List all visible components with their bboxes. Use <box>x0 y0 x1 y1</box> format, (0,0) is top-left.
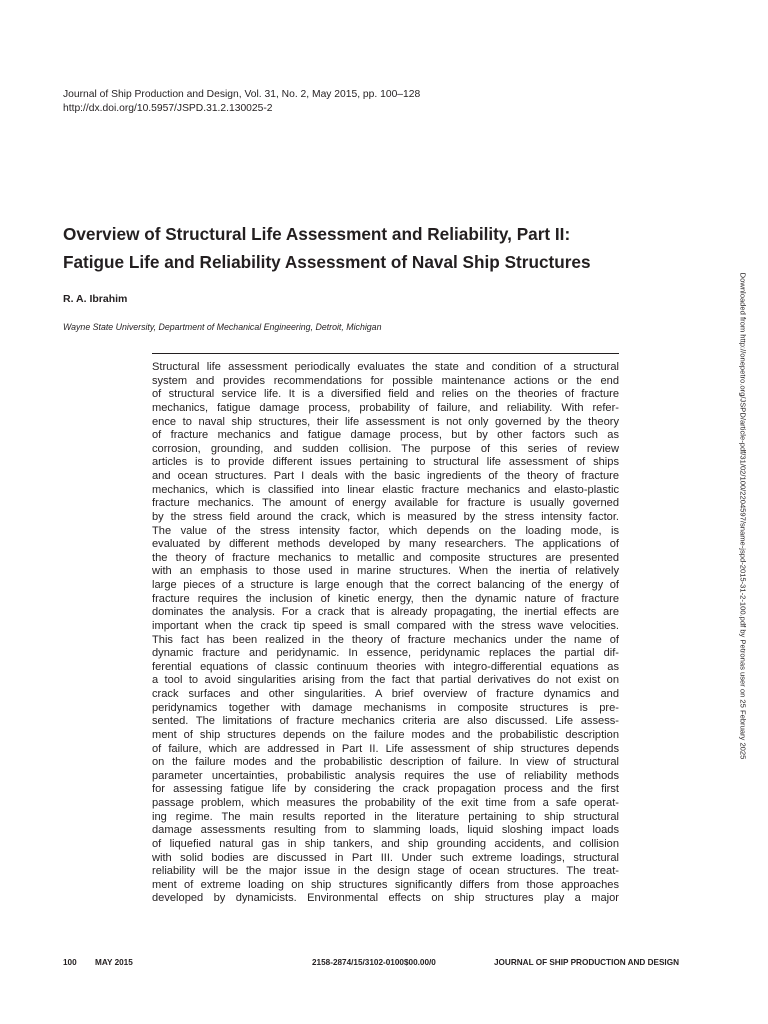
footer-journal-name: JOURNAL OF SHIP PRODUCTION AND DESIGN <box>494 958 679 967</box>
footer-date: MAY 2015 <box>95 958 133 967</box>
abstract-line: the theory of fracture mechanics to metallic and composite structures are presented <box>152 551 619 564</box>
abstract-line: important when the crack tip speed is small compared with the stress wave velocities. <box>152 619 619 632</box>
abstract-line: and ocean structures. Part I deals with the basic ingredients of the theory of fracture <box>152 470 619 482</box>
abstract-line: The value of the stress intensity factor, which depends on the loading mode, is <box>152 524 619 537</box>
abstract-line: of fracture mechanics and fatigue damage process, but by other factors such as <box>152 429 619 442</box>
abstract-line: ment of ship structures depends on the failure modes and the probabilistic description <box>152 728 619 741</box>
abstract-line: a tool to avoid singularities arising from the fact that partial derivatives do not exist on <box>152 674 619 687</box>
abstract-line: corrosion, grounding, and sudden collision. The purpose of this series of review <box>152 442 619 455</box>
abstract-line: dominates the analysis. For a crack that is already propagating, the inertial effects are <box>152 606 619 619</box>
abstract-divider <box>152 353 619 354</box>
abstract-line: sented. The limitations of fracture mechanics criteria are also discussed. Life assess- <box>152 715 619 728</box>
abstract-line: dynamic fracture and peridynamic. In essence, peridynamic replaces the partial dif- <box>152 647 619 660</box>
abstract-line: of structural service life. It is a diversified field and relies on the theories of fracture <box>152 388 619 401</box>
abstract-line: large pieces of a structure is large enough that the correct balancing of the energy of <box>152 579 619 591</box>
abstract-line: ment of extreme loading on ship structures significantly differs from those approaches <box>152 878 619 891</box>
abstract-line: This fact has been realized in the theory of fracture mechanics under the name of <box>152 633 619 646</box>
abstract-line: passage problem, which measures the probability of the exit time from a safe operat- <box>152 797 619 809</box>
abstract-line: articles is to provide different issues pertaining to structural life assessment of ships <box>152 456 619 469</box>
article-title-line-1: Overview of Structural Life Assessment and Reliability, Part II: <box>63 224 571 244</box>
abstract-line: peridynamics together with damage mechanisms in composite structures is pre- <box>152 701 619 714</box>
footer-page-number: 100 <box>63 958 77 967</box>
abstract-line: with solid bodies are discussed in Part III. Under such extreme loadings, structural <box>152 851 619 864</box>
abstract-line: by the stress field around the crack, which is measured by the stress intensity factor. <box>152 510 619 523</box>
abstract-line: evaluated by different methods developed by many researchers. The applications of <box>152 538 619 551</box>
abstract <box>152 361 619 906</box>
journal-header <box>63 88 420 115</box>
author-name: R. A. Ibrahim <box>63 293 128 305</box>
abstract-line: mechanics, which is classified into linear elastic fracture mechanics and elasto-plastic <box>152 483 619 496</box>
download-notice-text: Downloaded from http://onepetro.org/JSPD/article-pdf/31/02/100/2204597/sname-jspd-2015-31-2-100.pdf by Petronas user on 25 February 2025 <box>738 272 748 760</box>
abstract-line: ing regime. The main results reported in the literature pertaining to ship structural <box>152 810 619 823</box>
journal-citation: Journal of Ship Production and Design, Vol. 31, No. 2, May 2015, pp. 100–128 <box>63 89 421 100</box>
abstract-line: parameter uncertainties, probabilistic analysis requires the use of reliability methods <box>152 769 619 782</box>
abstract-line: system and provides recommendations for possible maintenance actions or the end <box>152 374 619 387</box>
abstract-line: fracture requires the inclusion of kinetic energy, then the dynamic nature of fracture <box>152 592 619 605</box>
article-title-line-2: Fatigue Life and Reliability Assessment of Naval Ship Structures <box>63 252 591 272</box>
abstract-line: developed by dynamicists. Environmental effects on ship structures play a major <box>152 892 619 905</box>
abstract-line: Structural life assessment periodically evaluates the state and condition of a structural <box>152 361 619 373</box>
abstract-line: damage assessments resulting from to slamming loads, liquid sloshing impact loads <box>152 824 619 837</box>
abstract-line: on the failure modes and the probabilistic description of failure. In view of structural <box>152 756 619 769</box>
abstract-line: reliability will be the major issue in the design stage of ocean structures. The treat- <box>152 865 619 878</box>
footer-copyright-code: 2158-2874/15/3102-0100$00.00/0 <box>312 958 436 967</box>
abstract-line: of liquefied natural gas in ship tankers, and ship grounding accidents, and collision <box>152 837 619 850</box>
abstract-line: with an emphasis to those used in marine structures. When the inertia of relatively <box>152 565 619 578</box>
abstract-line: mechanics, fatigue damage process, probability of failure, and reliability. With refer- <box>152 401 619 414</box>
abstract-line: for assessing fatigue life by considering the crack propagation process and the first <box>152 783 619 796</box>
author-affiliation: Wayne State University, Department of Mechanical Engineering, Detroit, Michigan <box>63 322 382 332</box>
abstract-line: of failure, which are addressed in Part II. Life assessment of ship structures depends <box>152 742 619 755</box>
abstract-line: ferential equations of classic continuum theories with integro-differential equations as <box>152 660 619 673</box>
doi-link[interactable]: http://dx.doi.org/10.5957/JSPD.31.2.130025-2 <box>63 102 273 114</box>
abstract-line: crack surfaces and other singularities. A brief overview of fracture dynamics and <box>152 688 619 700</box>
abstract-line: ence to naval ship structures, their life assessment is not only governed by the theory <box>152 415 619 428</box>
abstract-line: fracture mechanics. The amount of energy available for fracture is usually governed <box>152 497 619 510</box>
article-title <box>63 220 703 276</box>
